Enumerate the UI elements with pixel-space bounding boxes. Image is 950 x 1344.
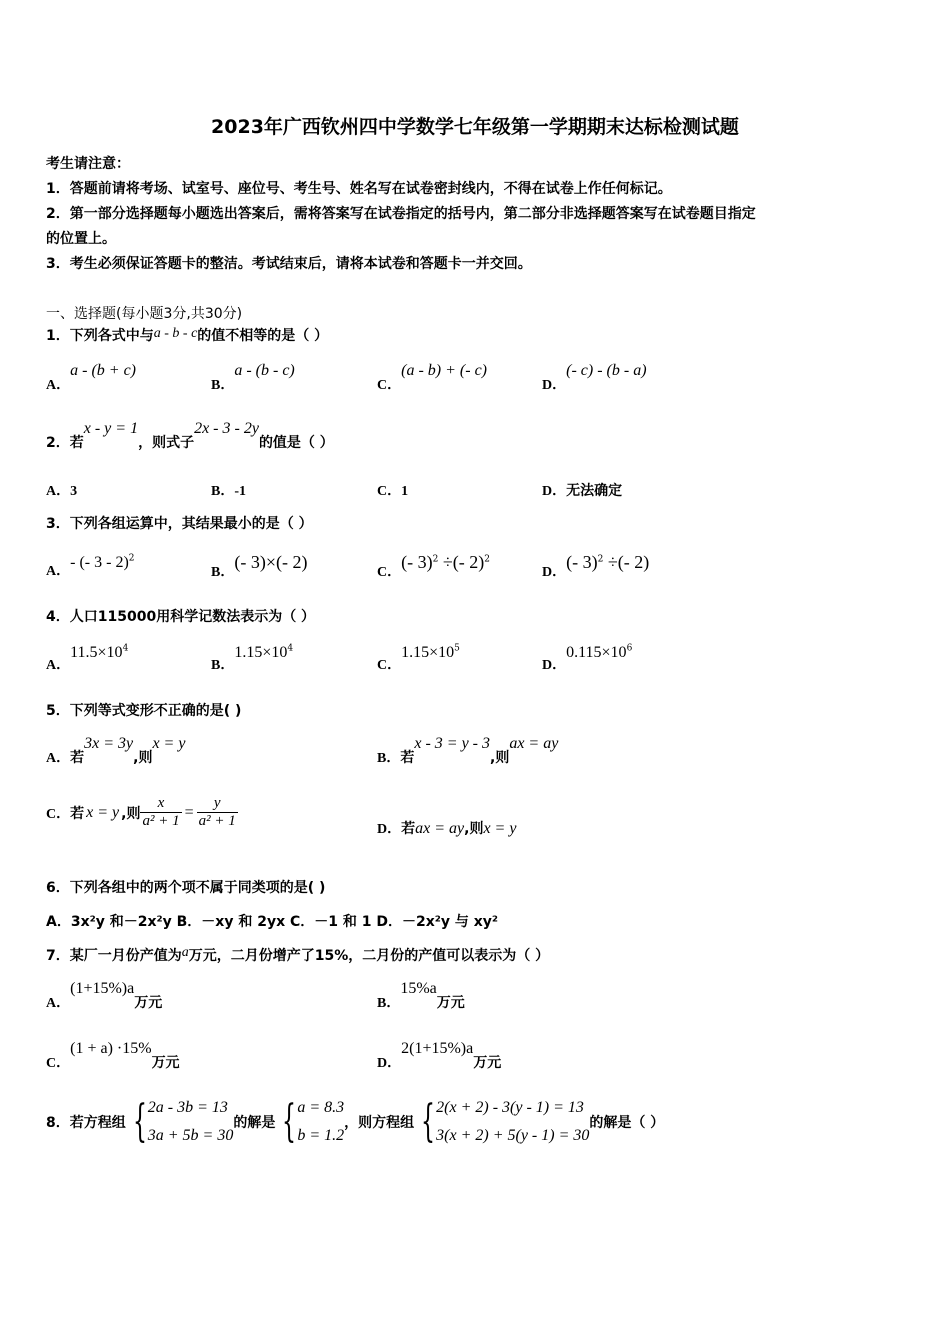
q2-option-c: C．1: [377, 484, 409, 499]
question-7: 7．某厂一月份产值为a万元，二月份增产了15%，二月份的产值可以表示为（ ）: [46, 945, 550, 964]
question-5: 5．下列等式变形不正确的是( ): [46, 703, 242, 719]
q5-option-d: D．若ax = ay,则x = y: [377, 820, 517, 837]
q7-option-b: B．15%a万元: [377, 980, 465, 1011]
q3-option-a: A．- (- 3 - 2)$^2$: [46, 553, 135, 579]
q2-option-d: D．无法确定: [542, 484, 623, 499]
notice-item-2: 2．第一部分选择题每小题选出答案后，需将答案写在试卷指定的括号内，第二部分非选择题答案写在试卷题目指定: [46, 206, 756, 222]
q5-option-c: C． 若 x = y ,则 $\frac{x}{\text{a² + 1}}$ = $\frac{y}{\text{a² + 1}}$: [46, 795, 236, 829]
q2-option-b: B．-1: [211, 484, 247, 499]
q5-option-b: B．若x - 3 = y - 3,则ax = ay: [377, 735, 559, 766]
q1-post: 的值不相等的是（ ）: [197, 328, 329, 344]
q6-options: A．3x²y 和－2x²y B．－xy 和 2yx C．－1 和 1 D．－2x²y 与 xy²: [46, 914, 499, 930]
notice-item-3: 3．考生必须保证答题卡的整洁。考试结束后，请将本试卷和答题卡一并交回。: [46, 256, 532, 272]
q1-option-d: D．(- c) - (b - a): [542, 362, 647, 393]
question-3: 3．下列各组运算中，其结果最小的是（ ）: [46, 516, 313, 532]
question-8: 8．若方程组 { 2a - 3b = 13 3a + 5b = 30 的解是 { a = 8.3 b = 1.2 ，则方程组 { 2(x + 2) - 3(y - 1) = 13 3(x + 2) + 5(y - 1) = 30 的解是（ ）: [46, 1094, 664, 1150]
q8-solution: { a = 8.3 b = 1.2: [282, 1096, 345, 1147]
q3-option-d: D．(- 3)$^2$ ÷(- 2): [542, 552, 650, 580]
page-title: 2023年广西钦州四中学数学七年级第一学期期末达标检测试题: [211, 116, 739, 138]
question-1: [46, 325, 328, 345]
q4-option-a: A．$11.5\times 10^4$: [46, 643, 129, 673]
q3-option-b: B．(- 3)×(- 2): [211, 552, 308, 580]
q1-option-a: A．a - (b + c): [46, 362, 137, 393]
q7-option-c: C．(1 + a) ·15%万元: [46, 1040, 180, 1071]
question-6: 6．下列各组中的两个项不属于同类项的是( ): [46, 880, 326, 896]
q5-fraction-right: $\frac{y}{\text{a² + 1}}$: [198, 795, 236, 829]
q4-option-c: C．$1.15\times 10^5$: [377, 643, 460, 673]
q7-option-d: D．2(1+15%)a万元: [377, 1040, 502, 1071]
question-2: 2．若x - y = 1，则式子2x - 3 - 2y的值是（ ）: [46, 420, 334, 451]
q8-system-1: { 2a - 3b = 13 3a + 5b = 30: [132, 1096, 234, 1147]
question-4: 4．人口115000用科学记数法表示为（ ）: [46, 609, 316, 625]
section-heading: 一、选择题(每小题3分,共30分): [46, 306, 243, 322]
q8-system-2: { 2(x + 2) - 3(y - 1) = 13 3(x + 2) + 5(y - 1) = 30: [421, 1096, 590, 1147]
q2-expr: 2x - 3 - 2y: [194, 420, 259, 437]
q1-expr: a - b - c: [153, 326, 198, 341]
q2-cond: x - y = 1: [83, 420, 139, 437]
q4-option-b: B．$1.15\times 10^4$: [211, 643, 294, 673]
q7-option-a: A．(1+15%)a万元: [46, 980, 163, 1011]
notice-item-1: 1．答题前请将考场、试室号、座位号、考生号、姓名写在试卷密封线内，不得在试卷上作任何标记。: [46, 181, 672, 197]
q1-pre: 1．下列各式中与: [46, 328, 154, 344]
q2-option-a: A．3: [46, 484, 78, 499]
q4-option-d: D．$0.115\times 10^6$: [542, 643, 633, 673]
q5-option-a: A．若3x = 3y,则x = y: [46, 735, 186, 766]
notice-item-2-cont: 的位置上。: [46, 231, 116, 247]
notice-heading: 考生请注意：: [46, 156, 130, 172]
q1-option-c: C．(a - b) + (- c): [377, 362, 487, 393]
q1-option-b: B．a - (b - c): [211, 362, 295, 393]
q5-fraction-left: $\frac{x}{\text{a² + 1}}$: [142, 795, 180, 829]
q3-option-c: C．(- 3)$^2$ ÷(- 2)$^2$: [377, 552, 490, 580]
